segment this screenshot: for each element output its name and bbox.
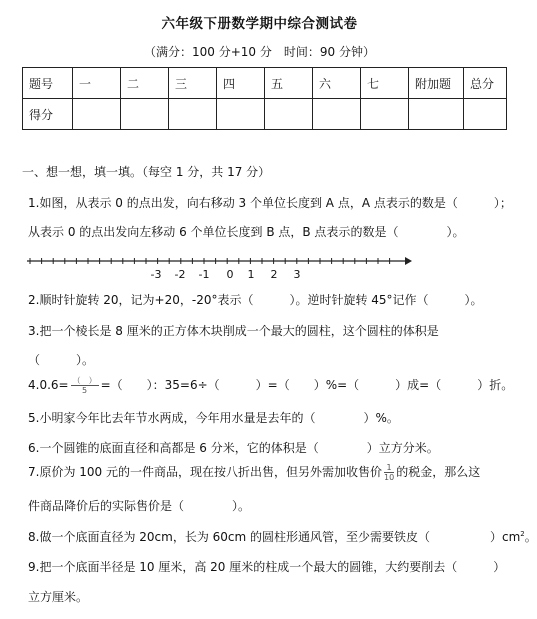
- question-5: 5.小明家今年比去年节水两成，今年用水量是去年的（ ）%。: [28, 411, 399, 425]
- score-table-score-row: [23, 99, 507, 130]
- q8-superscript: 2: [520, 530, 525, 538]
- question-7-line-1: [28, 463, 480, 482]
- table-header-cell: 六: [313, 68, 361, 99]
- tick-label: -2: [174, 268, 186, 281]
- q8-main: 8.做一个底面直径为 20cm，长为 60cm 的圆柱形通风管，至少需要铁皮（ ）cm: [28, 530, 521, 544]
- question-2: 2.顺时针旋转 20，记为+20，-20°表示（ ）。逆时针旋转 45°记作（ ）。: [28, 293, 483, 307]
- q7-prefix: 7.原价为 100 元的一件商品，现在按八折出售，但另外需加收售价: [28, 465, 382, 479]
- table-header-cell: 五: [265, 68, 313, 99]
- question-7-line-2: 件商品降价后的实际售价是（ ）。: [28, 499, 251, 513]
- question-9-line-1: 9.把一个底面半径是 10 厘米，高 20 厘米的柱成一个最大的圆锥，大约要削去（ ）: [28, 560, 506, 574]
- question-9-line-2: 立方厘米。: [28, 590, 89, 604]
- score-label-cell: 得分: [23, 99, 73, 130]
- q4-fraction-denominator: 5: [82, 386, 88, 395]
- tick-label: 0: [226, 268, 234, 281]
- table-header-cell: 三: [169, 68, 217, 99]
- question-1-line-1: 1.如图，从表示 0 的点出发，向右移动 3 个单位长度到 A 点，A 点表示的数是（ ）；: [28, 196, 512, 210]
- q4-fraction-numerator: （ ）: [72, 376, 97, 385]
- score-input-cell[interactable]: [169, 99, 217, 130]
- table-header-cell: 题号: [23, 68, 73, 99]
- score-input-cell[interactable]: [121, 99, 169, 130]
- q7-fraction-numerator: 1: [384, 463, 394, 473]
- number-line-arrow: [405, 257, 412, 265]
- q7-fraction: [384, 463, 394, 482]
- score-input-cell[interactable]: [409, 99, 464, 130]
- q7-fraction-denominator: 10: [384, 473, 395, 482]
- q4-prefix: 4.0.6=: [28, 378, 69, 392]
- section-heading: 一、想一想，填一填。（每空 1 分，共 17 分）: [22, 165, 271, 179]
- table-header-cell: 七: [361, 68, 409, 99]
- score-table-header-row: [23, 68, 507, 99]
- q8-end: 。: [524, 530, 537, 544]
- number-line: [22, 252, 412, 282]
- tick-label: 1: [247, 268, 255, 281]
- q4-rest: =（ ）：35=6÷（ ）=（ ）%=（ ）成=（ ）折。: [100, 378, 514, 392]
- table-header-cell: 四: [217, 68, 265, 99]
- table-header-cell: 一: [73, 68, 121, 99]
- score-input-cell[interactable]: [464, 99, 507, 130]
- question-4: [28, 376, 513, 395]
- score-input-cell[interactable]: [313, 99, 361, 130]
- score-input-cell[interactable]: [73, 99, 121, 130]
- question-8: [28, 528, 537, 545]
- score-input-cell[interactable]: [217, 99, 265, 130]
- tick-label: 2: [270, 268, 278, 281]
- exam-info: （满分：100 分+10 分 时间：90 分钟）: [144, 45, 375, 59]
- table-header-cell: 附加题: [409, 68, 464, 99]
- page-title: 六年级下册数学期中综合测试卷: [161, 16, 358, 32]
- tick-label: 3: [293, 268, 301, 281]
- q4-fraction: [71, 376, 99, 395]
- tick-label: -3: [150, 268, 162, 281]
- table-header-cell: 总分: [464, 68, 507, 99]
- table-header-cell: 二: [121, 68, 169, 99]
- question-6: 6.一个圆锥的底面直径和高都是 6 分米，它的体积是（ ）立方分米。: [28, 441, 439, 455]
- q7-suffix: 的税金，那么这: [396, 465, 481, 479]
- question-1-line-2: 从表示 0 的点出发向左移动 6 个单位长度到 B 点，B 点表示的数是（ ）。: [28, 225, 465, 239]
- score-input-cell[interactable]: [361, 99, 409, 130]
- score-table: [22, 67, 507, 130]
- question-3-line-2: （ ）。: [28, 353, 95, 367]
- question-3-line-1: 3.把一个棱长是 8 厘米的正方体木块削成一个最大的圆柱，这个圆柱的体积是: [28, 324, 439, 338]
- score-input-cell[interactable]: [265, 99, 313, 130]
- tick-label: -1: [198, 268, 210, 281]
